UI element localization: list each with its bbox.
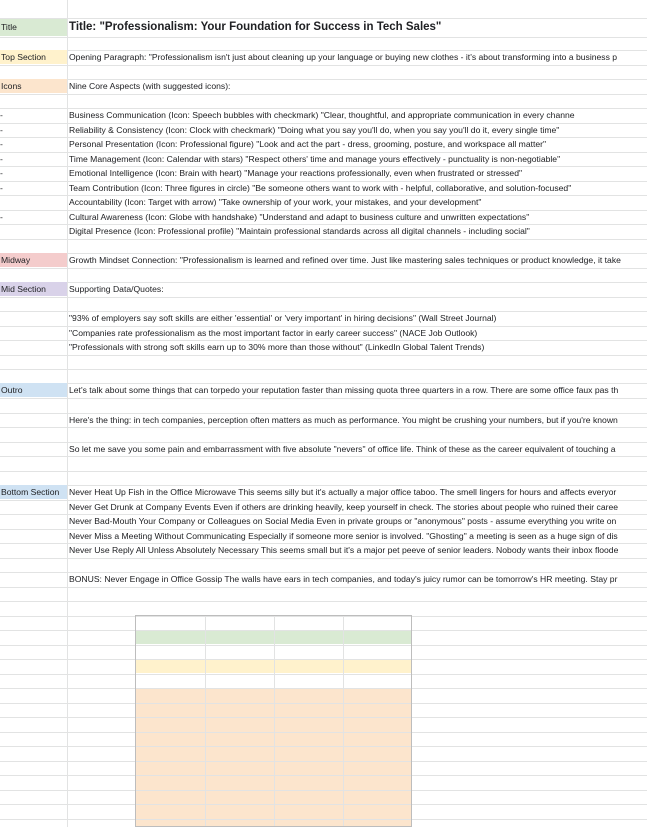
outro-cell-2[interactable]: Here's the thing: in tech companies, perception often matters as much as performance. You might be crushing your numbers, but if you're known (69, 415, 618, 425)
grid-row-line (0, 471, 647, 472)
embedded-table-row-line (136, 688, 411, 689)
never-item-cell-5[interactable]: Never Use Reply All Unless Absolutely Necessary This seems small but it's a major pet peeve of senior leaders. Nobody wants their inbox floode (69, 545, 619, 555)
aspect-marker-cell[interactable]: - (0, 154, 3, 164)
embedded-table-col-line (205, 616, 206, 827)
opening-paragraph-cell[interactable]: Opening Paragraph: "Professionalism isn't just about cleaning up your language or buying new clothes - it's about transforming into a business p (69, 52, 618, 62)
grid-row-line (0, 456, 647, 457)
quote-cell-1[interactable]: "93% of employers say soft skills are either 'essential' or 'very important' in hiring decisions" (Wall Street Journal) (69, 313, 497, 323)
grid-row-line (0, 297, 647, 298)
aspect-marker-cell[interactable]: - (0, 168, 3, 178)
embedded-table-row-line (136, 775, 411, 776)
outro-label-cell[interactable]: Outro (0, 383, 67, 397)
bottom-section-label-cell[interactable]: Bottom Section (0, 485, 67, 499)
embedded-table[interactable] (135, 615, 412, 827)
embedded-table-row-line (136, 732, 411, 733)
aspect-marker-cell[interactable]: - (0, 110, 3, 120)
embedded-table-row-line (136, 790, 411, 791)
aspect-cell[interactable]: Reliability & Consistency (Icon: Clock with checkmark) "Doing what you say you'll do, when you say you'll do it, every single time" (69, 125, 560, 135)
grid-row-line (0, 239, 647, 240)
icons-heading-cell[interactable]: Nine Core Aspects (with suggested icons): (69, 81, 231, 91)
never-item-cell-3[interactable]: Never Bad-Mouth Your Company or Colleagues on Social Media Even in private groups or "anonymous" posts - assume everything you write on (69, 516, 617, 526)
icons-row[interactable] (0, 79, 647, 94)
embedded-table-col-line (343, 616, 344, 827)
grid-row-line (0, 65, 647, 66)
growth-mindset-cell[interactable]: Growth Mindset Connection: "Professionalism is learned and refined over time. Just like mastering sales techniques or product knowledge, it take (69, 255, 621, 265)
supporting-data-cell[interactable]: Supporting Data/Quotes: (69, 284, 164, 294)
top-section-label-cell[interactable]: Top Section (0, 50, 67, 64)
grid-row-line (0, 427, 647, 428)
icons-label-cell[interactable]: Icons (0, 79, 67, 93)
outro-cell-3[interactable]: So let me save you some pain and embarrassment with five absolute "nevers" of office life. Think of these as the career equivalent of touching a (69, 444, 616, 454)
title-label-cell[interactable]: Title (0, 19, 67, 36)
embedded-table-row-line (136, 819, 411, 820)
embedded-table-row-line (136, 659, 411, 660)
grid-row-line (0, 37, 647, 38)
midway-row[interactable] (0, 253, 647, 268)
embedded-table-row-line (136, 703, 411, 704)
aspect-cell[interactable]: Emotional Intelligence (Icon: Brain with heart) "Manage your reactions professionally, even when frustrated or stressed" (69, 168, 523, 178)
quote-cell-3[interactable]: "Professionals with strong soft skills earn up to 30% more than those without" (LinkedIn Global Talent Trends) (69, 342, 485, 352)
aspect-marker-cell[interactable]: - (0, 125, 3, 135)
grid-row-line (0, 369, 647, 370)
never-item-cell-1[interactable]: Never Heat Up Fish in the Office Microwave This seems silly but it's actually a major office taboo. The smell lingers for hours and affects everyor (69, 487, 617, 497)
midway-label-cell[interactable]: Midway (0, 253, 67, 267)
bonus-cell[interactable]: BONUS: Never Engage in Office Gossip The walls have ears in tech companies, and today's juicy rumor can be tomorrow's HR meeting. Stay pr (69, 574, 618, 584)
grid-row-line (0, 558, 647, 559)
embedded-table-row-line (136, 761, 411, 762)
aspect-cell[interactable]: Time Management (Icon: Calendar with stars) "Respect others' time and manage yours effectively - punctuality is non-negotiable" (69, 154, 561, 164)
aspect-cell[interactable]: Business Communication (Icon: Speech bubbles with checkmark) "Clear, thoughtful, and appropriate communication in every channe (69, 110, 575, 120)
aspect-marker-cell[interactable]: - (0, 139, 3, 149)
aspect-cell[interactable]: Digital Presence (Icon: Professional profile) "Maintain professional standards across all digital channels - including social" (69, 226, 530, 236)
mid-section-label-cell[interactable]: Mid Section (0, 282, 67, 296)
mid-section-row[interactable] (0, 282, 647, 297)
embedded-table-row-line (136, 630, 411, 631)
embedded-table-row-line (136, 717, 411, 718)
grid-row-line (0, 355, 647, 356)
embedded-table-row-line (136, 746, 411, 747)
embedded-table-row-line (136, 804, 411, 805)
embedded-table-row-line (136, 674, 411, 675)
aspect-marker-cell[interactable]: - (0, 212, 3, 222)
aspect-cell[interactable]: Accountability (Icon: Target with arrow) "Take ownership of your work, your mistakes, and your development" (69, 197, 482, 207)
aspect-marker-cell[interactable]: - (0, 183, 3, 193)
aspect-cell[interactable]: Team Contribution (Icon: Three figures in circle) "Be someone others want to work with - helpful, collaborative, and solution-focused" (69, 183, 572, 193)
grid-row-line (0, 601, 647, 602)
grid-row-line (0, 398, 647, 399)
bottom-section-row[interactable] (0, 485, 647, 500)
embedded-table-row-line (136, 645, 411, 646)
title-cell[interactable]: Title: "Professionalism: Your Foundation for Success in Tech Sales" (69, 21, 442, 33)
outro-row[interactable] (0, 383, 647, 398)
grid-row-line (0, 268, 647, 269)
never-item-cell-4[interactable]: Never Miss a Meeting Without Communicating Especially if someone more senior is involved. "Ghosting" a meeting is seen as a huge sign of dis (69, 531, 618, 541)
title-row[interactable] (0, 18, 647, 37)
grid-row-line (0, 587, 647, 588)
never-item-cell-2[interactable]: Never Get Drunk at Company Events Even if others are drinking heavily, keep yourself in check. The stories about people who ruined their caree (69, 502, 619, 512)
embedded-table-col-line (274, 616, 275, 827)
grid-row-line (0, 94, 647, 95)
aspect-cell[interactable]: Cultural Awareness (Icon: Globe with handshake) "Understand and adapt to business culture and unwritten expectations" (69, 212, 530, 222)
aspect-cell[interactable]: Personal Presentation (Icon: Professional figure) "Look and act the part - dress, grooming, posture, and workspace all matter" (69, 139, 547, 149)
top-section-row[interactable] (0, 50, 647, 65)
quote-cell-2[interactable]: "Companies rate professionalism as the most important factor in early career success" (NACE Job Outlook) (69, 328, 478, 338)
outro-cell-1[interactable]: Let's talk about some things that can torpedo your reputation faster than missing quota three quarters in a row. There are some office faux pas th (69, 385, 619, 395)
